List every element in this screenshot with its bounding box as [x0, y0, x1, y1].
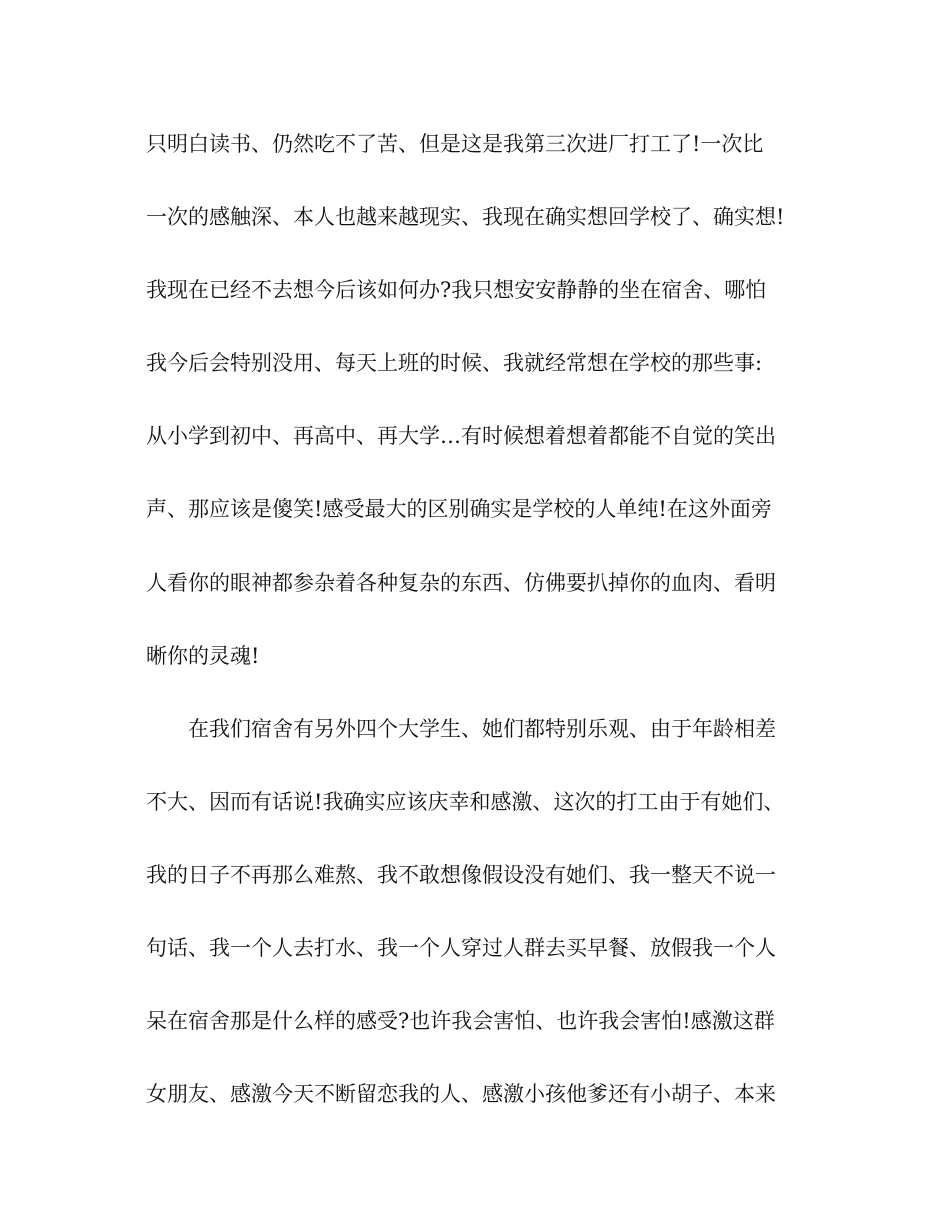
text-line: 我今后会特别没用、每天上班的时候、我就经常想在学校的那些事:	[146, 351, 763, 376]
text-line: 呆在宿舍那是什么样的感受?也许我会害怕、也许我会害怕!感激这群	[146, 1009, 775, 1034]
text-line: 人看你的眼神都参杂着各种复杂的东西、仿佛要扒掉你的血肉、看明	[146, 570, 776, 595]
text-line: 我现在已经不去想今后该如何办?我只想安安静静的坐在宿舍、哪怕	[146, 278, 767, 303]
text-line: 女朋友、感激今天不断留恋我的人、感激小孩他爹还有小胡子、本来	[146, 1082, 776, 1107]
text-line: 从小学到初中、再高中、再大学…有时候想着想着都能不自觉的笑出	[146, 424, 776, 449]
text-line: 一次的感触深、本人也越来越现实、我现在确实想回学校了、确实想!	[146, 205, 785, 230]
text-line: 晰你的灵魂!	[146, 643, 260, 668]
text-line: 声、那应该是傻笑!感受最大的区别确实是学校的人单纯!在这外面旁	[146, 497, 772, 522]
text-line: 不大、因而有话说!我确实应该庆幸和感激、这次的打工由于有她们、	[146, 789, 785, 814]
text-line: 句话、我一个人去打水、我一个人穿过人群去买早餐、放假我一个人	[146, 936, 776, 961]
text-line: 只明白读书、仍然吃不了苦、但是这是我第三次进厂打工了!一次比	[146, 132, 764, 156]
paragraph-first-line: 在我们宿舍有另外四个大学生、她们都特别乐观、由于年龄相差	[188, 716, 776, 741]
body-text	[146, 122, 811, 1145]
text-line: 我的日子不再那么难熬、我不敢想像假设没有她们、我一整天不说一	[146, 862, 776, 887]
